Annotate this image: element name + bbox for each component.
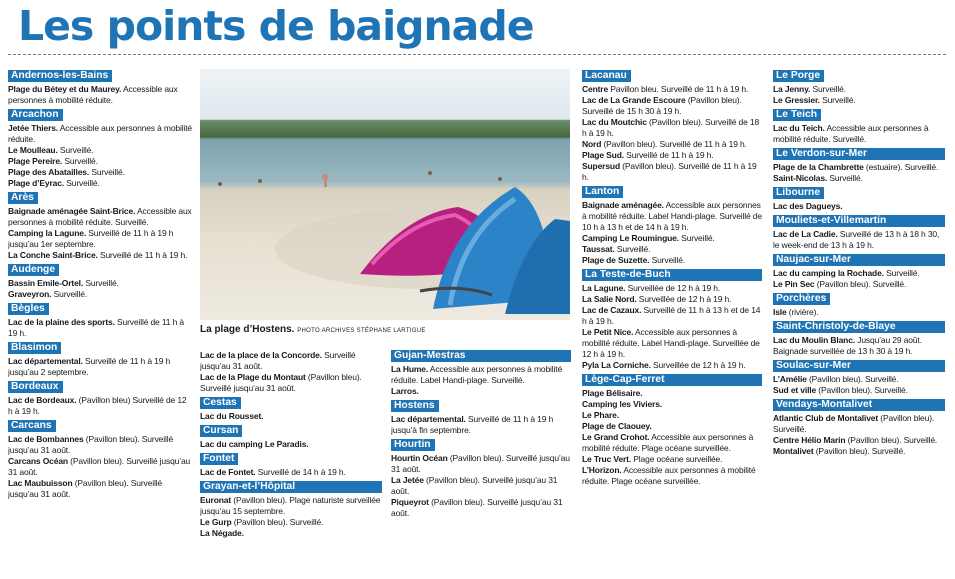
town-header: Cestas: [200, 397, 241, 409]
beach-name: Lac départemental.: [8, 356, 83, 366]
beach-details: Pavillon bleu. Surveillé de 11 h à 19 h.: [608, 84, 749, 94]
beach-entry: [773, 279, 945, 290]
section-la-teste-de-buch: [582, 269, 762, 371]
section-cestas: [200, 397, 382, 422]
beach-name: Pyla La Corniche.: [582, 360, 651, 370]
section-hostens: [391, 400, 571, 436]
beach-name: La Conche Saint-Brice.: [8, 250, 98, 260]
beach-name: Plage des Abatailles.: [8, 167, 90, 177]
town-header: Cursan: [200, 425, 242, 437]
beach-entry: [8, 228, 192, 250]
beach-entry: [391, 475, 571, 497]
beach-name: Sud et ville: [773, 385, 817, 395]
section-mouliets-et-villemartin: [773, 215, 945, 251]
town-header: Bordeaux: [8, 381, 63, 393]
town-header: Libourne: [773, 187, 824, 199]
beach-name: Lac de Cazaux.: [582, 305, 642, 315]
section-libourne: [773, 187, 945, 212]
beach-name: Carcans Océan: [8, 456, 68, 466]
beach-details: Surveillé de 11 h à 19 h jusqu’à fin septembre.: [391, 414, 554, 435]
beach-entry: [200, 411, 382, 422]
beach-name: La Jenny.: [773, 84, 811, 94]
beach-details: (Pavillon bleu). Surveillé.: [806, 374, 899, 384]
beach-name: Plage du Bétey et du Maurey.: [8, 84, 122, 94]
section-hourtin: [391, 439, 571, 519]
beach-details: Surveillée de 12 h à 19 h.: [636, 294, 732, 304]
beach-entry: [582, 454, 762, 465]
beach-entry: [773, 84, 945, 95]
beach-details: Surveillé.: [62, 156, 98, 166]
section-le-porge: [773, 70, 945, 106]
beach-entry: [200, 350, 382, 372]
beach-name: Lac de Fontet.: [200, 467, 256, 477]
beach-name: Saint-Nicolas.: [773, 173, 828, 183]
beach-entry: [773, 385, 945, 396]
town-header: Lège-Cap-Ferret: [582, 374, 762, 386]
beach-entry: [773, 435, 945, 446]
beach-name: Le Petit Nice.: [582, 327, 634, 337]
beach-details: Surveillé.: [678, 233, 715, 243]
town-header: Le Porge: [773, 70, 824, 82]
beach-name: La Négade.: [200, 528, 244, 538]
beach-entry: [391, 364, 571, 386]
section-lacanau: [582, 70, 762, 183]
beach-name: Atlantic Club de Montalivet: [773, 413, 879, 423]
beach-entry: [8, 478, 192, 500]
beach-name: La Lagune.: [582, 283, 626, 293]
beach-name: Baignade aménagée.: [582, 200, 664, 210]
section-saint-christoly-de-blaye: [773, 321, 945, 357]
town-header: Naujac-sur-Mer: [773, 254, 945, 266]
beach-name: La Salie Nord.: [582, 294, 637, 304]
beach-entry: [582, 294, 762, 305]
beach-name: Le Gurp: [200, 517, 232, 527]
column-5: [773, 70, 945, 575]
beach-entry: [582, 255, 762, 266]
town-header: Hostens: [391, 400, 439, 412]
beach-name: La Hume.: [391, 364, 429, 374]
beach-details: Surveillé de 11 h à 19 h.: [623, 150, 714, 160]
beach-details: Surveillé.: [827, 173, 863, 183]
beach-name: Jetée Thiers.: [8, 123, 59, 133]
beach-details: Surveillé de 13 h à 18 h 30, le week-end de 13 h à 19 h.: [773, 229, 940, 250]
beach-details: (Pavillon bleu). Surveillé.: [813, 446, 906, 456]
beach-details: Surveillée de 12 h à 19 h.: [650, 360, 746, 370]
beach-photo: [200, 69, 570, 320]
beach-name: Lac du camping Le Paradis.: [200, 439, 309, 449]
beach-details: Surveillé.: [649, 255, 686, 265]
beach-details: Surveillé de 14 h à 19 h.: [255, 467, 346, 477]
beach-entry: [582, 410, 762, 421]
beach-name: Le Pin Sec: [773, 279, 815, 289]
column-2: [200, 350, 382, 575]
beach-details: (rivière).: [786, 307, 819, 317]
beach-name: Larros.: [391, 386, 419, 396]
section-lege-cap-ferret: [582, 374, 762, 487]
beach-name: Plage Sud.: [582, 150, 624, 160]
town-header: Audenge: [8, 264, 59, 276]
beach-name: Lac de la place de la Concorde.: [200, 350, 322, 360]
beach-name: Baignade aménagée Saint-Brice.: [8, 206, 136, 216]
beach-details: Accessible aux personnes à mobilité réduite. Surveillé.: [8, 206, 192, 227]
beach-details: (Pavillon bleu). Surveillé jusqu’au 31 août.: [391, 497, 563, 518]
beach-details: (Pavillon bleu). Surveillé jusqu’au 31 août.: [391, 475, 558, 496]
beach-name: Centre: [582, 84, 609, 94]
beach-name: Camping Le Roumingue.: [582, 233, 679, 243]
beach-name: Plage Bélisaire.: [582, 388, 643, 398]
beach-details: Accessible aux personnes à mobilité réduite. Plage océane surveillée.: [582, 432, 754, 453]
beach-details: Surveillé.: [614, 244, 651, 254]
beach-details: Surveillé.: [64, 178, 100, 188]
beach-name: Lac du Teich.: [773, 123, 825, 133]
beach-details: Accessible aux personnes à mobilité réduite. Label Handi-plage. Surveillé de 10 h à 13 h et de 14 h à 19 h.: [582, 200, 762, 232]
beach-name: Graveyron.: [8, 289, 52, 299]
beach-name: Le Truc Vert.: [582, 454, 632, 464]
beach-details: Accessible aux personnes à mobilité réduite. Label Handi-plage. Surveillée de 12 h à 19 h.: [582, 327, 760, 359]
beach-details: Surveillé de 11 h à 19 h jusqu’au 1er septembre.: [8, 228, 174, 249]
beach-entry: [8, 206, 192, 228]
beach-details: Surveillée de 12 h à 19 h.: [625, 283, 721, 293]
beach-details: Surveillé.: [883, 268, 920, 278]
beach-name: Lac de La Grande Escoure: [582, 95, 686, 105]
beach-name: Lac du Moulin Blanc.: [773, 335, 856, 345]
beach-entry: [200, 372, 382, 394]
beach-details: (Pavillon bleu). Surveillé de 18 h à 19 h.: [582, 117, 760, 138]
beach-entry: [582, 244, 762, 255]
town-header: Blasimon: [8, 342, 61, 354]
beach-details: (Pavillon bleu). Surveillé jusqu’au 31 août.: [391, 453, 570, 474]
beach-entry: [773, 268, 945, 279]
title-divider: [8, 54, 946, 55]
beach-details: (Pavillon bleu). Surveillé de 15 h 30 à 19 h.: [582, 95, 742, 116]
section-grayan-et-l-hopital: [200, 481, 382, 539]
beach-name: Supersud: [582, 161, 621, 171]
beach-details: (Pavillon bleu). Surveillé jusqu’au 31 août.: [200, 372, 362, 393]
section-porcheres: [773, 293, 945, 318]
beach-entry: [582, 95, 762, 117]
beach-details: (Pavillon bleu). Surveillé.: [231, 517, 324, 527]
beach-entry: [773, 335, 945, 357]
beach-entry: [8, 434, 192, 456]
section-soulac-sur-mer: [773, 360, 945, 396]
town-header: Le Verdon-sur-Mer: [773, 148, 945, 160]
beach-entry: [582, 150, 762, 161]
section-continued: [200, 350, 382, 394]
beach-name: Taussat.: [582, 244, 615, 254]
beach-name: Hourtin Océan: [391, 453, 448, 463]
section-lanton: [582, 186, 762, 266]
section-carcans: [8, 420, 192, 500]
section-naujac-sur-mer: [773, 254, 945, 290]
photo-caption: [200, 324, 426, 335]
beach-details: (Pavillon bleu). Surveillé de 11 h à 19 h.: [601, 139, 747, 149]
beach-name: Lac départemental.: [391, 414, 466, 424]
beach-details: (Pavillon bleu) Surveillé de 12 h à 19 h.: [8, 395, 187, 416]
section-bordeaux: [8, 381, 192, 417]
section-vendays-montalivet: [773, 399, 945, 457]
beach-entry: [8, 250, 192, 261]
beach-name: L’Horizon.: [582, 465, 622, 475]
town-header: Hourtin: [391, 439, 435, 451]
beach-entry: [200, 467, 382, 478]
town-header: Le Teich: [773, 109, 821, 121]
section-arcachon: [8, 109, 192, 189]
town-header: Arès: [8, 192, 38, 204]
beach-entry: [8, 317, 192, 339]
beach-entry: [391, 453, 571, 475]
section-begles: [8, 303, 192, 339]
beach-name: L’Amélie: [773, 374, 807, 384]
beach-name: Lac de Bombannes: [8, 434, 84, 444]
beach-entry: [200, 495, 382, 517]
beach-details: (Pavillon bleu). Surveillé jusqu’au 31 août.: [8, 434, 174, 455]
beach-name: Lac de la Plage du Montaut: [200, 372, 306, 382]
beach-entry: [582, 117, 762, 139]
town-header: Grayan-et-l’Hôpital: [200, 481, 382, 493]
beach-name: Le Grand Crohot.: [582, 432, 650, 442]
beach-name: Le Gressier.: [773, 95, 820, 105]
beach-name: Lac de Bordeaux.: [8, 395, 77, 405]
beach-name: Camping les Viviers.: [582, 399, 662, 409]
beach-entry: [582, 84, 762, 95]
beach-entry: [582, 399, 762, 410]
beach-entry: [773, 173, 945, 184]
section-cursan: [200, 425, 382, 450]
beach-entry: [582, 327, 762, 360]
beach-name: Lac Maubuisson: [8, 478, 73, 488]
town-header: Bègles: [8, 303, 49, 315]
section-andernos-les-bains: [8, 70, 192, 106]
beach-details: (Pavillon bleu). Surveillé jusqu’au 31 août.: [8, 456, 191, 477]
beach-details: Surveillé jusqu’au 31 août.: [200, 350, 356, 371]
beach-details: (Pavillon bleu). Surveillé de 11 h à 19 h.: [582, 161, 757, 182]
page-title: Les points de baignade: [18, 2, 534, 50]
beach-name: Lac du camping la Rochade.: [773, 268, 884, 278]
beach-entry: [8, 395, 192, 417]
beach-entry: [582, 200, 762, 233]
beach-entry: [582, 139, 762, 150]
beach-entry: [582, 233, 762, 244]
beach-entry: [8, 145, 192, 156]
beach-entry: [582, 283, 762, 294]
beach-details: Plage océane surveillée.: [631, 454, 723, 464]
beach-entry: [582, 161, 762, 183]
beach-details: Accessible aux personnes à mobilité réduite.: [8, 123, 192, 144]
beach-details: (Pavillon bleu). Surveillé jusqu’au 31 août.: [8, 478, 162, 499]
beach-details: Surveillé.: [810, 84, 846, 94]
beach-name: Nord: [582, 139, 602, 149]
beach-details: Surveillé de 11 h à 19 h jusqu’au 2 septembre.: [8, 356, 171, 377]
beach-details: Jusqu’au 29 août. Baignade surveillée de 13 h 30 à 19 h.: [773, 335, 922, 356]
beach-name: Plage Pereire.: [8, 156, 63, 166]
section-gujan-mestras: [391, 350, 571, 397]
beach-entry: [8, 356, 192, 378]
beach-name: Lac du Moutchic: [582, 117, 647, 127]
beach-entry: [582, 360, 762, 371]
section-le-teich: [773, 109, 945, 145]
beach-details: Accessible aux personnes à mobilité réduite. Surveillé.: [773, 123, 929, 144]
beach-details: (Pavillon bleu). Surveillé.: [773, 413, 935, 434]
town-header: Lanton: [582, 186, 623, 198]
beach-name: Camping la Lagune.: [8, 228, 87, 238]
beach-name: La Jetée: [391, 475, 424, 485]
beach-name: Lac des Dagueys.: [773, 201, 843, 211]
beach-name: Plage de Suzette.: [582, 255, 650, 265]
beach-entry: [582, 421, 762, 432]
town-header: Porchères: [773, 293, 830, 305]
beach-entry: [200, 439, 382, 450]
beach-details: Accessible aux personnes à mobilité réduite. Label Handi-plage. Surveillé.: [391, 364, 563, 385]
photo-credit: PHOTO ARCHIVES STÉPHANE LARTIGUE: [297, 328, 426, 334]
section-le-verdon-sur-mer: [773, 148, 945, 184]
beach-details: (Pavillon bleu). Plage naturiste surveillée jusqu’au 15 septembre.: [200, 495, 381, 516]
column-3: [391, 350, 571, 575]
beach-name: Isle: [773, 307, 787, 317]
beach-entry: [391, 497, 571, 519]
beach-entry: [773, 446, 945, 457]
beach-entry: [200, 528, 382, 539]
town-header: Vendays-Montalivet: [773, 399, 945, 411]
beach-name: Bassin Emile-Ortel.: [8, 278, 84, 288]
beach-name: Plage d’Eyrac.: [8, 178, 65, 188]
beach-name: Le Moulleau.: [8, 145, 58, 155]
beach-details: (Pavillon bleu). Surveillé.: [814, 279, 907, 289]
beach-entry: [8, 278, 192, 289]
column-1: [8, 70, 192, 575]
town-header: Mouliets-et-Villemartin: [773, 215, 945, 227]
beach-details: Surveillé.: [57, 145, 94, 155]
beach-name: Montalivet: [773, 446, 814, 456]
town-header: La Teste-de-Buch: [582, 269, 762, 281]
beach-name: Euronat: [200, 495, 232, 505]
section-blasimon: [8, 342, 192, 378]
town-header: Fontet: [200, 453, 238, 465]
beach-entry: [773, 201, 945, 212]
town-header: Saint-Christoly-de-Blaye: [773, 321, 945, 333]
beach-details: (estuaire). Surveillé.: [863, 162, 939, 172]
beach-entry: [8, 456, 192, 478]
beach-details: Surveillé.: [51, 289, 88, 299]
beach-entry: [582, 305, 762, 327]
beach-entry: [773, 307, 945, 318]
beach-name: Le Phare.: [582, 410, 619, 420]
beach-entry: [773, 413, 945, 435]
beach-entry: [391, 414, 571, 436]
beach-entry: [8, 123, 192, 145]
beach-name: Lac de La Cadie.: [773, 229, 838, 239]
town-header: Soulac-sur-Mer: [773, 360, 945, 372]
beach-name: Centre Hélio Marin: [773, 435, 846, 445]
beach-entry: [200, 517, 382, 528]
beach-details: Surveillé de 11 h à 13 h et de 14 h à 19 h.: [582, 305, 761, 326]
section-audenge: [8, 264, 192, 300]
beach-entry: [773, 374, 945, 385]
beach-entry: [773, 95, 945, 106]
beach-details: Surveillé de 11 h à 19 h.: [8, 317, 184, 338]
beach-entry: [8, 84, 192, 106]
beach-details: Accessible aux personnes à mobilité réduite.: [8, 84, 178, 105]
beach-entry: [391, 386, 571, 397]
beach-details: Surveillé.: [819, 95, 856, 105]
beach-entry: [8, 167, 192, 178]
beach-details: (Pavillon bleu). Surveillé.: [816, 385, 908, 395]
beach-entry: [773, 162, 945, 173]
beach-name: Piqueyrot: [391, 497, 429, 507]
beach-entry: [582, 388, 762, 399]
section-ares: [8, 192, 192, 261]
beach-details: Surveillé de 11 h à 19 h.: [97, 250, 188, 260]
town-header: Lacanau: [582, 70, 631, 82]
beach-details: (Pavillon bleu). Surveillé.: [845, 435, 938, 445]
beach-name: Lac du Rousset.: [200, 411, 264, 421]
beach-entry: [8, 289, 192, 300]
beach-entry: [773, 123, 945, 145]
beach-details: Accessible aux personnes à mobilité réduite. Plage océane surveillée.: [582, 465, 756, 486]
beach-details: Surveillé.: [83, 278, 119, 288]
beach-entry: [582, 432, 762, 454]
town-header: Gujan-Mestras: [391, 350, 571, 362]
beach-name: Plage de Claouey.: [582, 421, 652, 431]
beach-entry: [582, 465, 762, 487]
town-header: Arcachon: [8, 109, 63, 121]
town-header: Carcans: [8, 420, 56, 432]
beach-entry: [773, 229, 945, 251]
section-fontet: [200, 453, 382, 478]
column-4: [582, 70, 762, 575]
beach-entry: [8, 156, 192, 167]
photo-caption-text: La plage d’Hostens.: [200, 324, 295, 335]
town-header: Andernos-les-Bains: [8, 70, 112, 82]
beach-name: Lac de la plaine des sports.: [8, 317, 115, 327]
beach-entry: [8, 178, 192, 189]
beach-details: Surveillé.: [89, 167, 125, 177]
beach-name: Plage de la Chambrette: [773, 162, 864, 172]
beach-photo-drawing: [200, 69, 570, 320]
